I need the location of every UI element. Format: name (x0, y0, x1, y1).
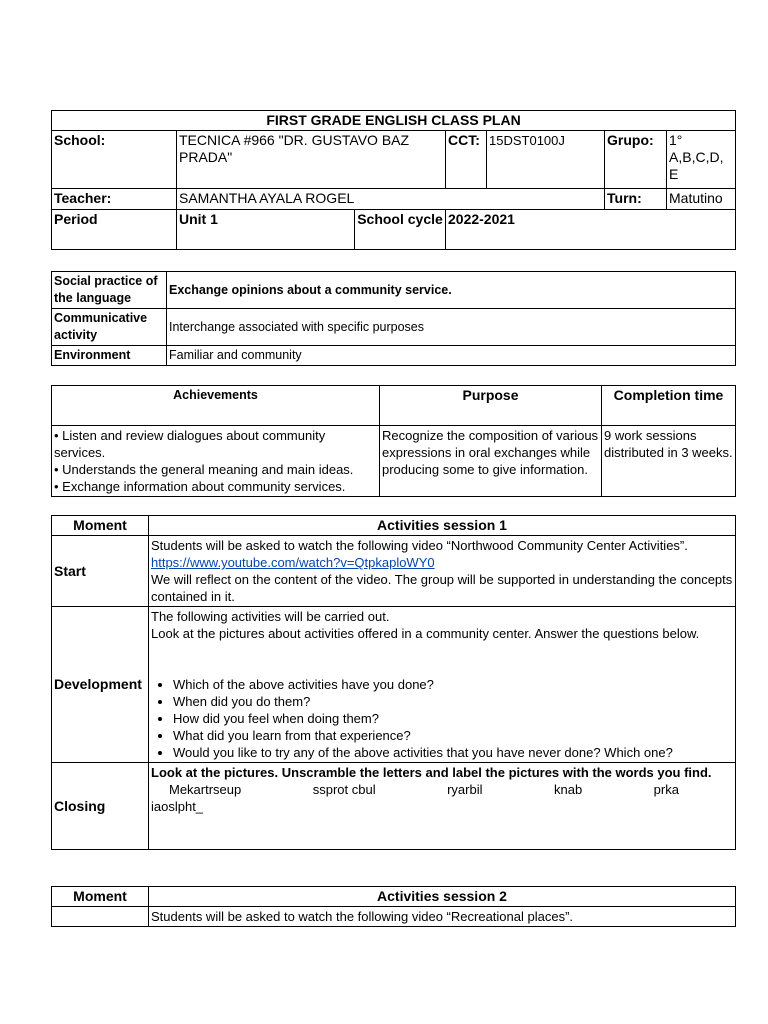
achievement-item: • Exchange information about community services. (54, 479, 346, 494)
school-value: TECNICA #966 "DR. GUSTAVO BAZ PRADA" (177, 131, 446, 189)
period-label: Period (52, 210, 177, 250)
purpose-header: Purpose (380, 386, 602, 426)
scrambled-word-last: iaoslpht_ (151, 799, 204, 814)
school-cycle-label: School cycle (355, 210, 446, 250)
video-link[interactable]: https://www.youtube.com/watch?v=QtpkaploWY0 (151, 555, 435, 570)
session1-table (51, 515, 736, 850)
communicative-activity-value: Interchange associated with specific purposes (167, 309, 736, 346)
scrambled-word: prka (653, 782, 679, 797)
plan-title: FIRST GRADE ENGLISH CLASS PLAN (52, 111, 736, 131)
scrambled-words (151, 781, 733, 798)
scrambled-word: ryarbil (447, 782, 483, 797)
school-label: School: (52, 131, 177, 189)
session2-line1: Students will be asked to watch the following video “Recreational places”. (149, 907, 736, 927)
question-item: • When did you do them? (173, 693, 733, 710)
development-content (149, 607, 736, 763)
closing-label: Closing (52, 763, 149, 850)
start-line2: We will reflect on the content of the video. The group will be supported in understanding the concepts contained in it. (151, 572, 733, 604)
scrambled-word: knab (553, 782, 583, 797)
practice-table (51, 271, 736, 366)
questions-list (151, 676, 733, 761)
period-value: Unit 1 (177, 210, 355, 250)
activities-session2-header: Activities session 2 (149, 887, 736, 907)
cct-value: 15DST0100J (487, 131, 605, 189)
scrambled-word: ssprot cbul (312, 782, 376, 797)
achievements-list (52, 426, 380, 497)
social-practice-value: Exchange opinions about a community service. (167, 272, 736, 309)
session2-table (51, 886, 736, 927)
plan-header-table (51, 110, 736, 250)
development-line2: Look at the pictures about activities offered in a community center. Answer the questions below. (151, 626, 700, 641)
development-label: Development (52, 607, 149, 763)
achievements-table (51, 385, 736, 497)
achievement-item: • Understands the general meaning and main ideas. (54, 462, 354, 477)
completion-time-header: Completion time (602, 386, 736, 426)
start-label: Start (52, 536, 149, 607)
moment-cell-empty (52, 907, 149, 927)
cct-label: CCT: (446, 131, 487, 189)
start-content (149, 536, 736, 607)
start-line1: Students will be asked to watch the following video “Northwood Community Center Activities”. (151, 538, 688, 553)
teacher-label: Teacher: (52, 189, 177, 210)
turn-label: Turn: (605, 189, 667, 210)
achievements-header: Achievements (52, 386, 380, 426)
teacher-value: SAMANTHA AYALA ROGEL (177, 189, 605, 210)
turn-value: Matutino (667, 189, 736, 210)
communicative-activity-label: Communicative activity (52, 309, 167, 346)
moment-header: Moment (52, 516, 149, 536)
moment-header-2: Moment (52, 887, 149, 907)
development-line1: The following activities will be carried out. (151, 609, 390, 624)
environment-label: Environment (52, 346, 167, 366)
closing-content (149, 763, 736, 850)
social-practice-label: Social practice of the language (52, 272, 167, 309)
grupo-label: Grupo: (605, 131, 667, 189)
school-cycle-value: 2022-2021 (446, 210, 736, 250)
achievement-item: • Listen and review dialogues about community services. (54, 428, 326, 460)
environment-value: Familiar and community (167, 346, 736, 366)
question-item: • Would you like to try any of the above activities that you have never done? Which one? (173, 744, 733, 761)
scrambled-word: Mekartrseup (169, 782, 242, 797)
question-item: • How did you feel when doing them? (173, 710, 733, 727)
completion-time-value: 9 work sessions distributed in 3 weeks. (602, 426, 736, 497)
purpose-value: Recognize the composition of various expressions in oral exchanges while producing some to give information. (380, 426, 602, 497)
closing-instruction: Look at the pictures. Unscramble the letters and label the pictures with the words you find. (151, 765, 712, 780)
activities-session1-header: Activities session 1 (149, 516, 736, 536)
question-item: • What did you learn from that experience? (173, 727, 733, 744)
question-item: • Which of the above activities have you done? (173, 676, 733, 693)
grupo-value: 1° A,B,C,D, E (667, 131, 736, 189)
